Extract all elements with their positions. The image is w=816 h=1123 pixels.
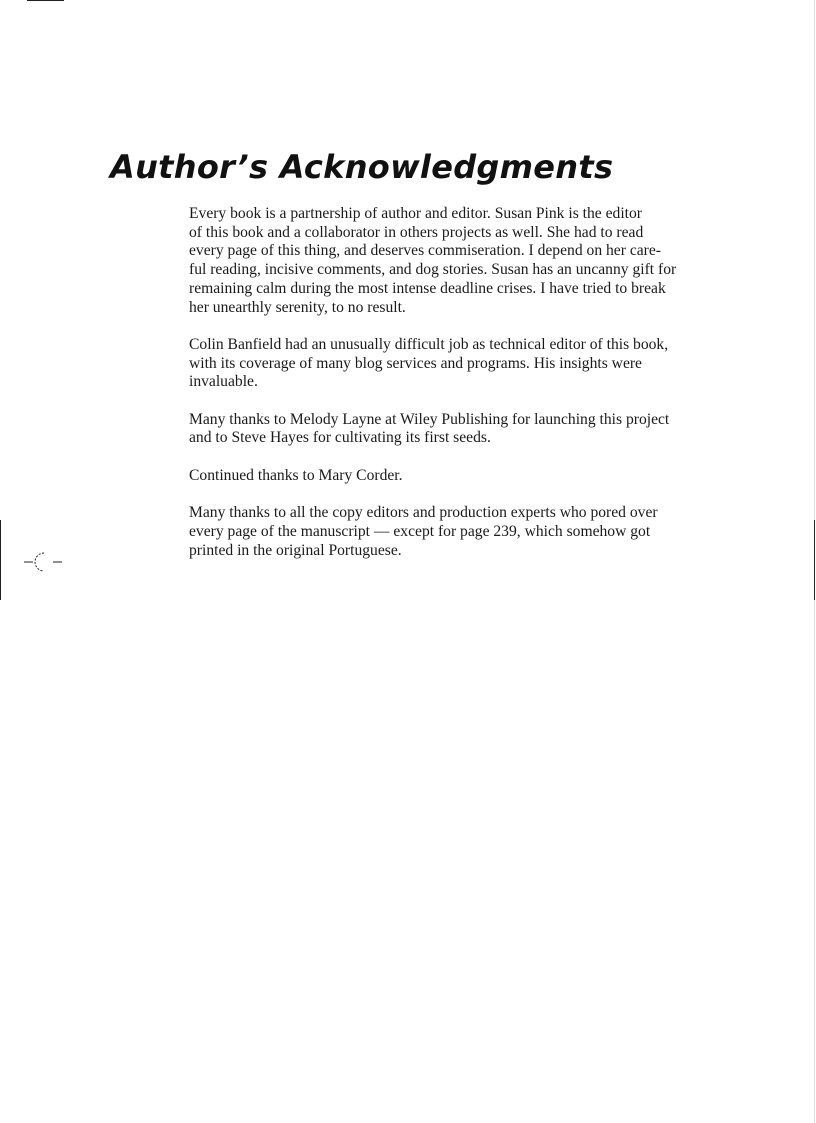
paragraph-copy-editors	[189, 504, 719, 560]
text-line: Every book is a partnership of author and editor. Susan Pink is the editor	[189, 205, 643, 222]
paragraph-publisher	[189, 411, 719, 448]
text-line: invaluable.	[189, 373, 258, 391]
paragraph-thanks	[189, 467, 719, 486]
text-line: Many thanks to all the copy editors and production experts who pored over	[189, 504, 658, 522]
paragraph-editor	[189, 205, 719, 317]
page-title: Author’s Acknowledgments	[110, 148, 614, 186]
text-line: Many thanks to Melody Layne at Wiley Publishing for launching this project	[189, 410, 670, 428]
text-line: every page of the manuscript — except for page 239, which somehow got	[189, 522, 651, 540]
text-line: her unearthly serenity, to no result.	[189, 298, 406, 316]
registration-mark-icon	[24, 551, 66, 577]
text-line: of this book and a collaborator in others projects as well. She had to read	[189, 223, 644, 241]
text-line: every page of this thing, and deserves commiseration. I depend on her care-	[189, 242, 661, 260]
text-line: with its coverage of many blog services and programs. His insights were	[189, 354, 642, 372]
paragraph-technical-editor	[189, 336, 719, 392]
acknowledgments-body	[189, 205, 719, 579]
crop-mark-left	[0, 520, 1, 600]
crop-mark-right	[814, 520, 815, 600]
text-line: Colin Banfield had an unusually difficult job as technical editor of this book,	[189, 335, 669, 353]
text-line: and to Steve Hayes for cultivating its first seeds.	[189, 429, 491, 447]
text-line: Continued thanks to Mary Corder.	[189, 466, 403, 484]
text-line: printed in the original Portuguese.	[189, 541, 402, 559]
text-line: ful reading, incisive comments, and dog stories. Susan has an uncanny gift for	[189, 261, 677, 279]
text-line: remaining calm during the most intense deadline crises. I have tried to break	[189, 279, 666, 297]
crop-mark-top-left	[27, 0, 64, 1]
